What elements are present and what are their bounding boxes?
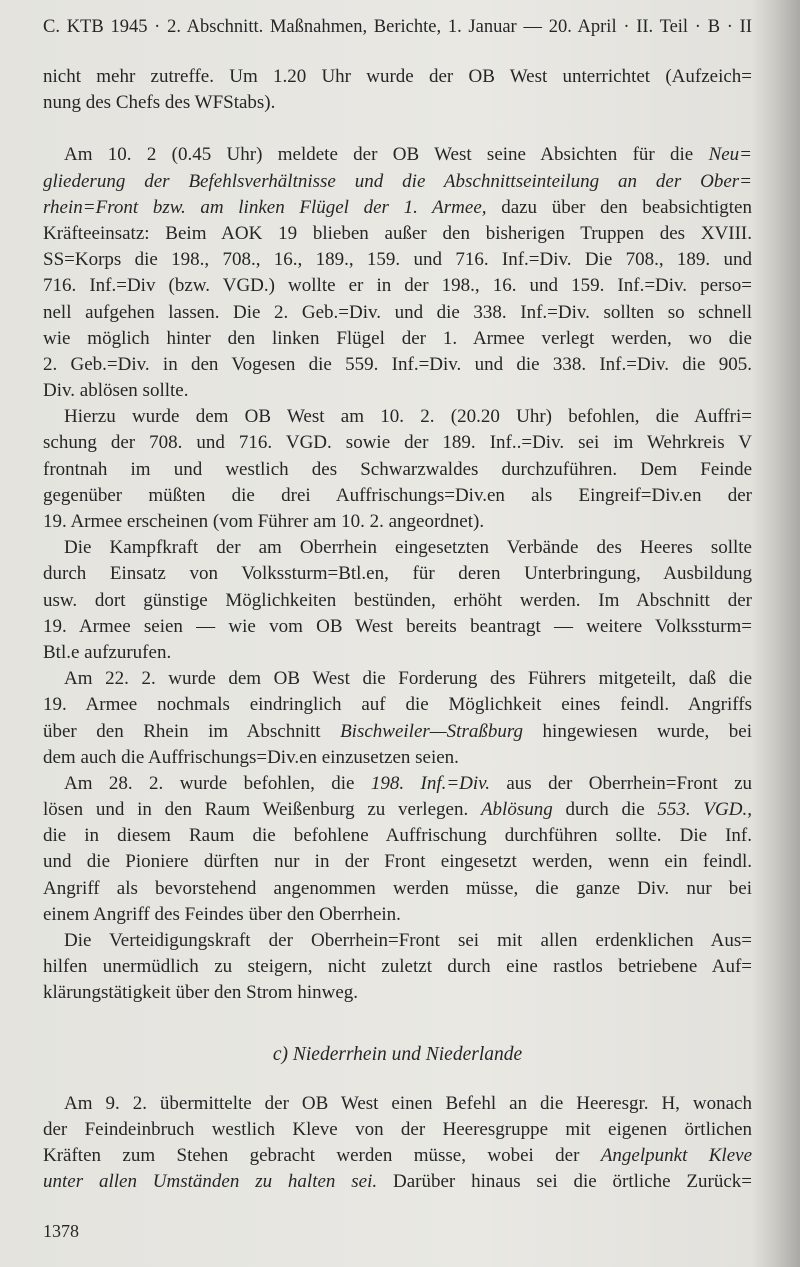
paragraph [43, 1091, 752, 1196]
text-run: nicht mehr zutreffe. Um 1.20 Uhr wurde der OB West unterrichtet (Aufzeich= [43, 66, 752, 87]
text-run: hingewiesen wurde, bei [523, 720, 752, 742]
text-run: Div. ablösen sollte. [43, 380, 189, 402]
page-body [43, 64, 752, 1195]
text-run: gegenüber müßten die drei Auffrischungs=Div.en als Eingreif=Div.en der [43, 484, 752, 506]
text-run: frontnah im und westlich des Schwarzwaldes durchzuführen. Dem Feinde [43, 458, 752, 480]
text-line [43, 273, 752, 299]
text-run: Kräfteeinsatz: Beim AOK 19 blieben außer den bisherigen Truppen des XVIII. [43, 222, 752, 244]
text-line [43, 326, 752, 352]
text-line [43, 352, 752, 378]
text-run: durch die [552, 799, 658, 821]
text-line [43, 404, 752, 430]
page-number: 1378 [43, 1221, 79, 1241]
text-line [43, 1143, 752, 1169]
text-line [43, 692, 752, 718]
text-line [43, 666, 752, 692]
text-run: Kräften zum Stehen gebracht werden müsse, wobei der [43, 1144, 601, 1166]
paragraph [43, 666, 752, 771]
text-run: aus der Oberrhein=Front zu [489, 772, 752, 794]
text-line [43, 535, 752, 561]
text-line [43, 457, 752, 483]
text-run: nung des Chefs des WFStabs). [43, 92, 276, 114]
italic-text: unter allen Umständen zu halten sei. [43, 1171, 378, 1193]
text-run: und die Pioniere dürften nur in der Front eingesetzt werden, wenn ein feindl. [43, 851, 752, 873]
text-run: wie möglich hinter den linken Flügel der 1. Armee verlegt werden, wo die [43, 327, 752, 349]
text-line [43, 902, 752, 928]
text-line [43, 640, 752, 666]
text-run: 19. Armee erscheinen (vom Führer am 10. 2. angeordnet). [43, 511, 485, 532]
text-line [43, 64, 752, 90]
text-run: die in diesem Raum die befohlene Auffrischung durchführen sollte. Die Inf. [43, 825, 752, 847]
text-run: über den Rhein im Abschnitt [43, 720, 341, 742]
italic-text: Bischweiler—Straßburg [340, 720, 524, 742]
text-line [43, 797, 752, 823]
text-line [43, 300, 752, 326]
text-run: usw. dort günstige Möglichkeiten bestünden, erhöht werden. Im Abschnitt der [43, 589, 752, 611]
text-run: durch Einsatz von Volkssturm=Btl.en, für deren Unterbringung, Ausbildung [43, 563, 752, 585]
text-line [43, 430, 752, 456]
paragraph [43, 142, 752, 404]
text-run: dem auch die Auffrischungs=Div.en einzusetzen seien. [43, 746, 459, 768]
text-line [43, 1117, 752, 1143]
text-line [43, 588, 752, 614]
italic-text: Ablösung [480, 799, 553, 821]
section-heading: c) Niederrhein und Niederlande [272, 1043, 523, 1065]
text-line [43, 142, 752, 168]
text-line [43, 876, 752, 902]
text-run: klärungstätigkeit über den Strom hinweg. [43, 982, 359, 1004]
text-run: nell aufgehen lassen. Die 2. Geb.=Div. und die 338. Inf.=Div. sollten so schnell [43, 301, 752, 323]
text-run: der Feindeinbruch westlich Kleve von der Heeresgruppe mit eigenen örtlichen [43, 1118, 752, 1140]
text-line [43, 561, 752, 587]
text-run: 716. Inf.=Div (bzw. VGD.) wollte er in der 198., 16. und 159. Inf.=Div. perso= [43, 275, 752, 297]
text-line [43, 1169, 752, 1195]
text-run: Btl.e aufzurufen. [43, 641, 172, 663]
text-run: lösen und in den Raum Weißenburg zu verlegen. [43, 799, 481, 821]
paragraphs-section-b [43, 64, 752, 1007]
italic-text: Neu= [708, 144, 752, 166]
text-run: einem Angriff des Feindes über den Oberrhein. [43, 903, 401, 925]
paragraph [43, 535, 752, 666]
paragraph [43, 64, 752, 116]
text-line [43, 169, 752, 195]
text-line [43, 1091, 752, 1117]
text-line [43, 849, 752, 875]
text-run: Die Verteidigungskraft der Oberrhein=Front sei mit allen erdenklichen Aus= [64, 930, 752, 951]
paragraph [43, 404, 752, 535]
paragraph [43, 928, 752, 1007]
text-line [43, 823, 752, 849]
text-run: Darüber hinaus sei die örtliche Zurück= [377, 1171, 753, 1193]
text-line [43, 954, 752, 980]
text-run: 19. Armee nochmals eindringlich auf die Möglichkeit eines feindl. Angriffs [43, 694, 752, 716]
text-line [43, 980, 752, 1006]
text-run: 19. Armee seien — wie vom OB West bereits beantragt — weitere Volkssturm= [43, 615, 752, 637]
italic-text: rhein=Front bzw. am linken Flügel der 1. Armee, [43, 196, 487, 218]
text-run: Am 10. 2 (0.45 Uhr) meldete der OB West seine Absichten für die [64, 144, 709, 166]
paragraph [43, 771, 752, 928]
text-line [43, 745, 752, 771]
text-line [43, 378, 752, 404]
text-line [43, 90, 752, 116]
text-line [43, 771, 752, 797]
text-line [43, 247, 752, 273]
text-line [43, 483, 752, 509]
text-run: Hierzu wurde dem OB West am 10. 2. (20.20 Uhr) befohlen, die Auffri= [64, 406, 752, 428]
running-head: C. KTB 1945 · 2. Abschnitt. Maßnahmen, Berichte, 1. Januar — 20. April · II. Teil · B · II [43, 17, 752, 37]
text-run: Am 22. 2. wurde dem OB West die Forderung des Führers mitgeteilt, daß die [64, 668, 752, 690]
text-run: Die Kampfkraft der am Oberrhein eingesetzten Verbände des Heeres sollte [64, 537, 752, 559]
text-run: Am 28. 2. wurde befohlen, die [64, 772, 371, 794]
italic-text: 553. VGD., [657, 799, 752, 821]
text-run: schung der 708. und 716. VGD. sowie der 189. Inf..=Div. sei im Wehrkreis V [43, 432, 752, 454]
text-line [43, 928, 752, 954]
italic-text: 198. Inf.=Div. [370, 772, 490, 794]
text-run: Am 9. 2. übermittelte der OB West einen Befehl an die Heeresgr. H, wonach [64, 1092, 752, 1114]
paragraphs-section-c [43, 1091, 752, 1196]
text-run: SS=Korps die 198., 708., 16., 189., 159. und 716. Inf.=Div. Die 708., 189. und [43, 249, 752, 271]
text-run: hilfen unermüdlich zu steigern, nicht zuletzt durch eine rastlos betriebene Auf= [43, 956, 752, 978]
text-line [43, 509, 752, 535]
text-line [43, 719, 752, 745]
italic-text: gliederung der Befehlsverhältnisse und die Abschnittseinteilung an der Ober= [43, 170, 752, 192]
text-line [43, 614, 752, 640]
text-run: dazu über den beabsichtigten [486, 196, 752, 218]
text-run: 2. Geb.=Div. in den Vogesen die 559. Inf.=Div. und die 338. Inf.=Div. die 905. [43, 353, 752, 375]
text-line [43, 195, 752, 221]
text-run: Angriff als bevorstehend angenommen werden müsse, die ganze Div. nur bei [43, 877, 752, 899]
text-line [43, 221, 752, 247]
italic-text: Angelpunkt Kleve [600, 1144, 752, 1166]
